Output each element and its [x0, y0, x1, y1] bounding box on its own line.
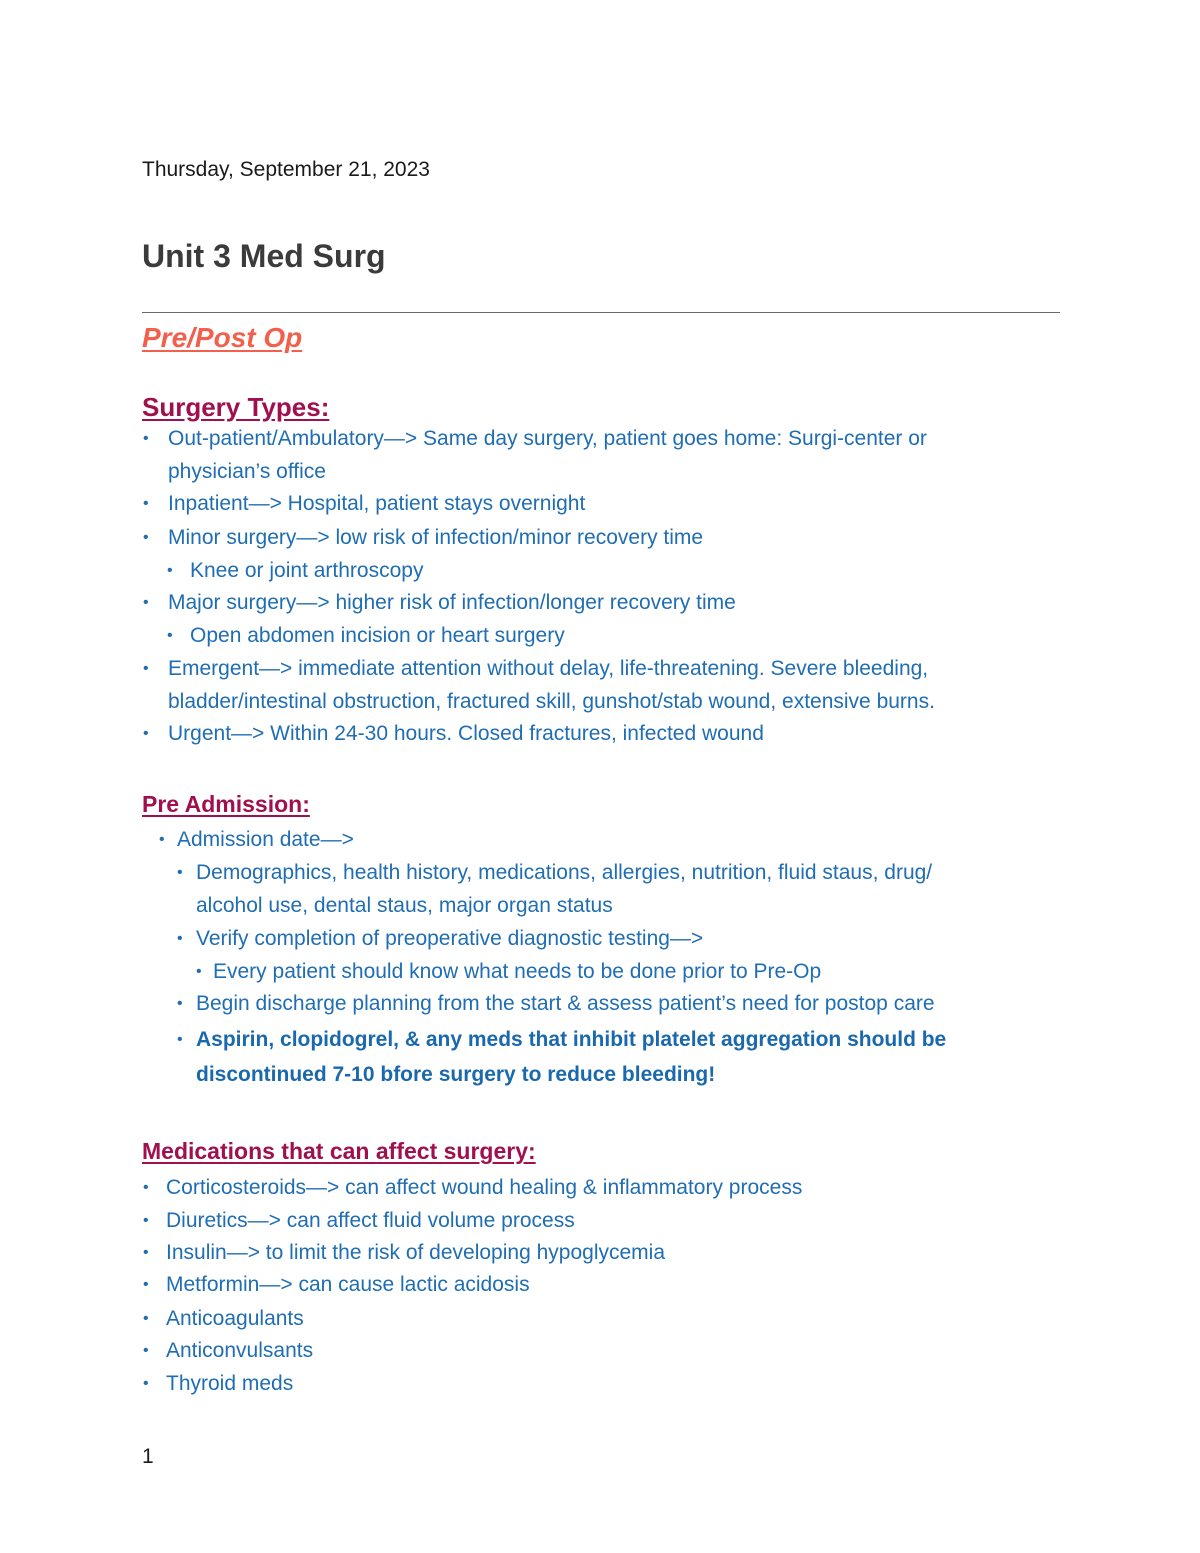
list-bullet: •	[143, 495, 149, 512]
list-bullet: •	[143, 1244, 149, 1261]
list-bullet: •	[143, 1310, 149, 1327]
list-item: Verify completion of preoperative diagnostic testing—>	[196, 927, 704, 950]
list-bullet: •	[143, 1342, 149, 1359]
list-bullet: •	[143, 594, 149, 611]
list-bullet: •	[159, 831, 165, 848]
list-bullet: •	[167, 562, 173, 579]
list-item: Anticonvulsants	[166, 1339, 314, 1362]
list-item: Thyroid meds	[166, 1372, 294, 1395]
document-title: Unit 3 Med Surg	[142, 238, 386, 274]
list-bullet: •	[143, 725, 149, 742]
list-item: Inpatient—> Hospital, patient stays overnight	[168, 492, 586, 515]
list-item: Open abdomen incision or heart surgery	[190, 624, 565, 647]
list-item: Emergent—> immediate attention without delay, life-threatening. Severe bleeding,	[168, 657, 929, 680]
list-item-emphasis-continuation: discontinued 7-10 bfore surgery to reduce bleeding!	[196, 1063, 716, 1086]
section-title: Pre/Post Op	[142, 322, 303, 353]
medications-heading: Medications that can affect surgery:	[142, 1138, 536, 1164]
list-item: Minor surgery—> low risk of infection/minor recovery time	[168, 526, 704, 549]
list-bullet: •	[167, 627, 173, 644]
list-item: Urgent—> Within 24-30 hours. Closed fractures, infected wound	[168, 722, 764, 745]
list-bullet: •	[143, 430, 149, 447]
list-bullet: •	[143, 1179, 149, 1196]
list-bullet: •	[177, 930, 183, 947]
list-bullet: •	[177, 864, 183, 881]
list-item: Major surgery—> higher risk of infection/longer recovery time	[168, 591, 736, 614]
list-item: Demographics, health history, medications, allergies, nutrition, fluid staus, drug/	[196, 861, 933, 884]
list-bullet: •	[143, 529, 149, 546]
list-item: Out-patient/Ambulatory—> Same day surgery, patient goes home: Surgi-center or	[168, 427, 927, 450]
list-item: Begin discharge planning from the start & assess patient’s need for postop care	[196, 992, 935, 1015]
page-number: 1	[142, 1445, 154, 1468]
list-bullet: •	[177, 1031, 183, 1048]
list-bullet: •	[143, 1276, 149, 1293]
list-bullet: •	[143, 660, 149, 677]
list-item: Metformin—> can cause lactic acidosis	[166, 1273, 530, 1296]
list-bullet: •	[196, 963, 202, 980]
list-item: Corticosteroids—> can affect wound healing & inflammatory process	[166, 1176, 803, 1199]
list-item-emphasis: Aspirin, clopidogrel, & any meds that inhibit platelet aggregation should be	[196, 1028, 947, 1051]
list-item-continuation: alcohol use, dental staus, major organ status	[196, 894, 613, 917]
pre-admission-heading: Pre Admission:	[142, 791, 310, 817]
list-bullet: •	[143, 1375, 149, 1392]
list-item: Knee or joint arthroscopy	[190, 559, 424, 582]
document-date: Thursday, September 21, 2023	[142, 158, 430, 181]
list-bullet: •	[177, 995, 183, 1012]
list-bullet: •	[143, 1212, 149, 1229]
list-item-continuation: physician’s office	[168, 460, 326, 483]
list-item: Insulin—> to limit the risk of developing hypoglycemia	[166, 1241, 665, 1264]
list-item-continuation: bladder/intestinal obstruction, fractured skill, gunshot/stab wound, extensive burns.	[168, 690, 935, 713]
list-item: Diuretics—> can affect fluid volume process	[166, 1209, 575, 1232]
surgery-types-heading: Surgery Types:	[142, 392, 330, 422]
list-item: Anticoagulants	[166, 1307, 304, 1330]
list-item: Admission date—>	[177, 828, 354, 851]
list-item: Every patient should know what needs to be done prior to Pre-Op	[213, 960, 822, 983]
title-divider	[142, 312, 1060, 313]
